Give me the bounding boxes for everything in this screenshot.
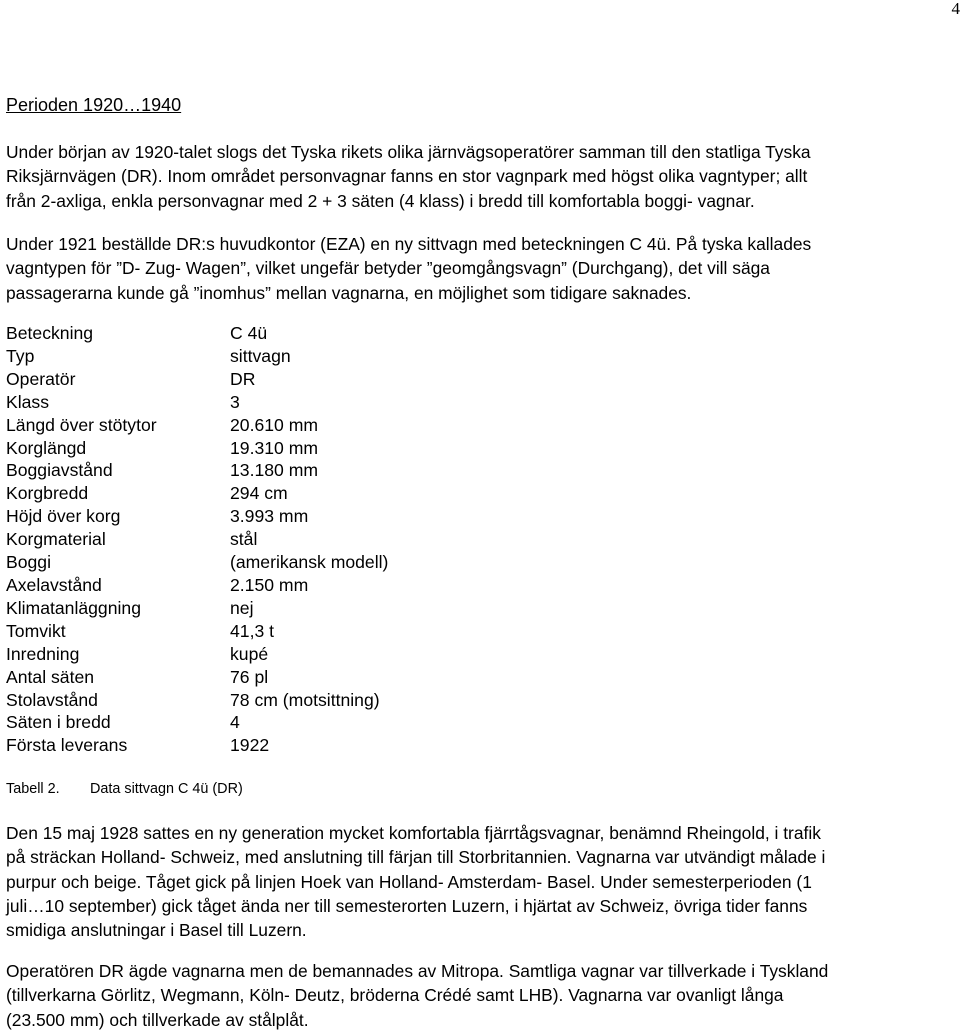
spec-row: [6, 368, 388, 391]
spec-label: Korglängd: [6, 437, 87, 458]
table-caption-text: Data sittvagn C 4ü (DR): [90, 781, 243, 797]
spec-label: Klass: [6, 391, 50, 412]
spec-table-body: [6, 322, 388, 757]
paragraph-line: juli…10 september) gick tåget ända ner till semesterorten Luzern, i hjärtat av Schweiz, övriga tider fanns: [6, 895, 808, 916]
spec-label: Antal säten: [6, 666, 95, 687]
spec-row: [6, 643, 388, 666]
spec-row: [6, 734, 388, 757]
spec-label: Beteckning: [6, 323, 94, 343]
spec-row: [6, 322, 388, 345]
paragraph-mitropa: [6, 959, 954, 1032]
spec-label: Klimatanläggning: [6, 597, 141, 618]
table-caption-number: Tabell 2.: [6, 781, 60, 797]
spec-row: [6, 437, 388, 460]
paragraph-line: Den 15 maj 1928 sattes en ny generation mycket komfortabla fjärrtågsvagnar, benämnd Rheingold, i trafik: [6, 823, 821, 843]
paragraph-line: (23.500 mm) och tillverkade av stålplåt.: [6, 1009, 309, 1030]
spec-row: [6, 689, 388, 712]
paragraph-intro: [6, 140, 954, 213]
spec-label: Tomvikt: [6, 620, 66, 641]
spec-label: Axelavstånd: [6, 574, 102, 595]
spec-value: nej: [230, 597, 254, 618]
spec-label: Inredning: [6, 643, 80, 664]
spec-value: DR: [230, 368, 256, 389]
spec-value: 78 cm (motsittning): [230, 689, 380, 710]
spec-value: (amerikansk modell): [230, 552, 389, 573]
paragraph-line: från 2-axliga, enkla personvagnar med 2 + 3 säten (4 klass) i bredd till komfortabla boggi- vagnar.: [6, 190, 755, 211]
spec-row: [6, 574, 388, 597]
spec-row: [6, 528, 388, 551]
paragraph-line: Riksjärnvägen (DR). Inom området personvagnar fanns en stor vagnpark med högst olika vagntyper; allt: [6, 166, 808, 187]
spec-label: Första leverans: [6, 735, 128, 756]
spec-value: 13.180 mm: [230, 460, 319, 481]
paragraph-line: purpur och beige. Tåget gick på linjen Hoek van Holland- Amsterdam- Basel. Under semesterperioden (1: [6, 871, 812, 892]
spec-label: Säten i bredd: [6, 712, 111, 733]
paragraph-line: vagntypen för ”D- Zug- Wagen”, vilket ungefär betyder ”geomgångsvagn” (Durchgang), det vill säga: [6, 258, 770, 279]
paragraph-rheingold: [6, 821, 954, 942]
spec-row: [6, 414, 388, 437]
page-number: 4: [951, 0, 960, 18]
paragraph-c4u-order: [6, 232, 954, 305]
spec-value: 19.310 mm: [230, 437, 319, 458]
spec-value: 3.993 mm: [230, 506, 309, 527]
spec-row: [6, 597, 388, 620]
spec-row: [6, 666, 388, 689]
paragraph-line: passagerarna kunde gå ”inomhus” mellan vagnarna, en möjlighet som tidigare saknades.: [6, 282, 692, 303]
spec-value: 20.610 mm: [230, 414, 319, 435]
spec-value: kupé: [230, 643, 269, 664]
spec-row: [6, 551, 388, 574]
spec-value: 4: [230, 712, 240, 733]
spec-value: 3: [230, 391, 240, 412]
spec-row: [6, 620, 388, 643]
section-heading: Perioden 1920…1940: [6, 95, 182, 115]
paragraph-line: smidiga anslutningar i Basel till Luzern.: [6, 920, 307, 941]
spec-label: Längd över stötytor: [6, 414, 157, 435]
spec-label: Boggi: [6, 552, 51, 573]
paragraph-line: Operatören DR ägde vagnarna men de bemannades av Mitropa. Samtliga vagnar var tillverkade i Tyskland: [6, 961, 829, 981]
spec-row: [6, 459, 388, 482]
spec-value: stål: [230, 529, 258, 550]
spec-label: Korgmaterial: [6, 529, 106, 550]
spec-label: Höjd över korg: [6, 506, 121, 527]
spec-row: [6, 711, 388, 734]
spec-value: 2.150 mm: [230, 574, 309, 595]
spec-label: Stolavstånd: [6, 689, 98, 710]
spec-row: [6, 482, 388, 505]
spec-value: sittvagn: [230, 345, 291, 366]
spec-label: Operatör: [6, 368, 76, 389]
paragraph-line: Under 1921 beställde DR:s huvudkontor (EZA) en ny sittvagn med beteckningen C 4ü. På tyska kallades: [6, 234, 812, 254]
paragraph-line: Under början av 1920-talet slogs det Tyska rikets olika järnvägsoperatörer samman till den statliga Tyska: [6, 142, 811, 162]
spec-row: [6, 391, 388, 414]
paragraph-line: på sträckan Holland- Schweiz, med anslutning till färjan till Storbritannien. Vagnarna var utvändigt målade i: [6, 847, 826, 868]
spec-table: [6, 322, 388, 757]
table-caption: [6, 779, 243, 799]
spec-label: Korgbredd: [6, 483, 89, 504]
spec-value: 294 cm: [230, 483, 288, 504]
spec-row: [6, 505, 388, 528]
spec-value: C 4ü: [230, 323, 268, 343]
spec-value: 1922: [230, 735, 270, 756]
spec-value: 76 pl: [230, 666, 269, 687]
spec-row: [6, 345, 388, 368]
spec-value: 41,3 t: [230, 620, 275, 641]
spec-label: Boggiavstånd: [6, 460, 113, 481]
spec-label: Typ: [6, 345, 35, 366]
paragraph-line: (tillverkarna Görlitz, Wegmann, Köln- Deutz, bröderna Crédé samt LHB). Vagnarna var ovanligt långa: [6, 985, 784, 1006]
